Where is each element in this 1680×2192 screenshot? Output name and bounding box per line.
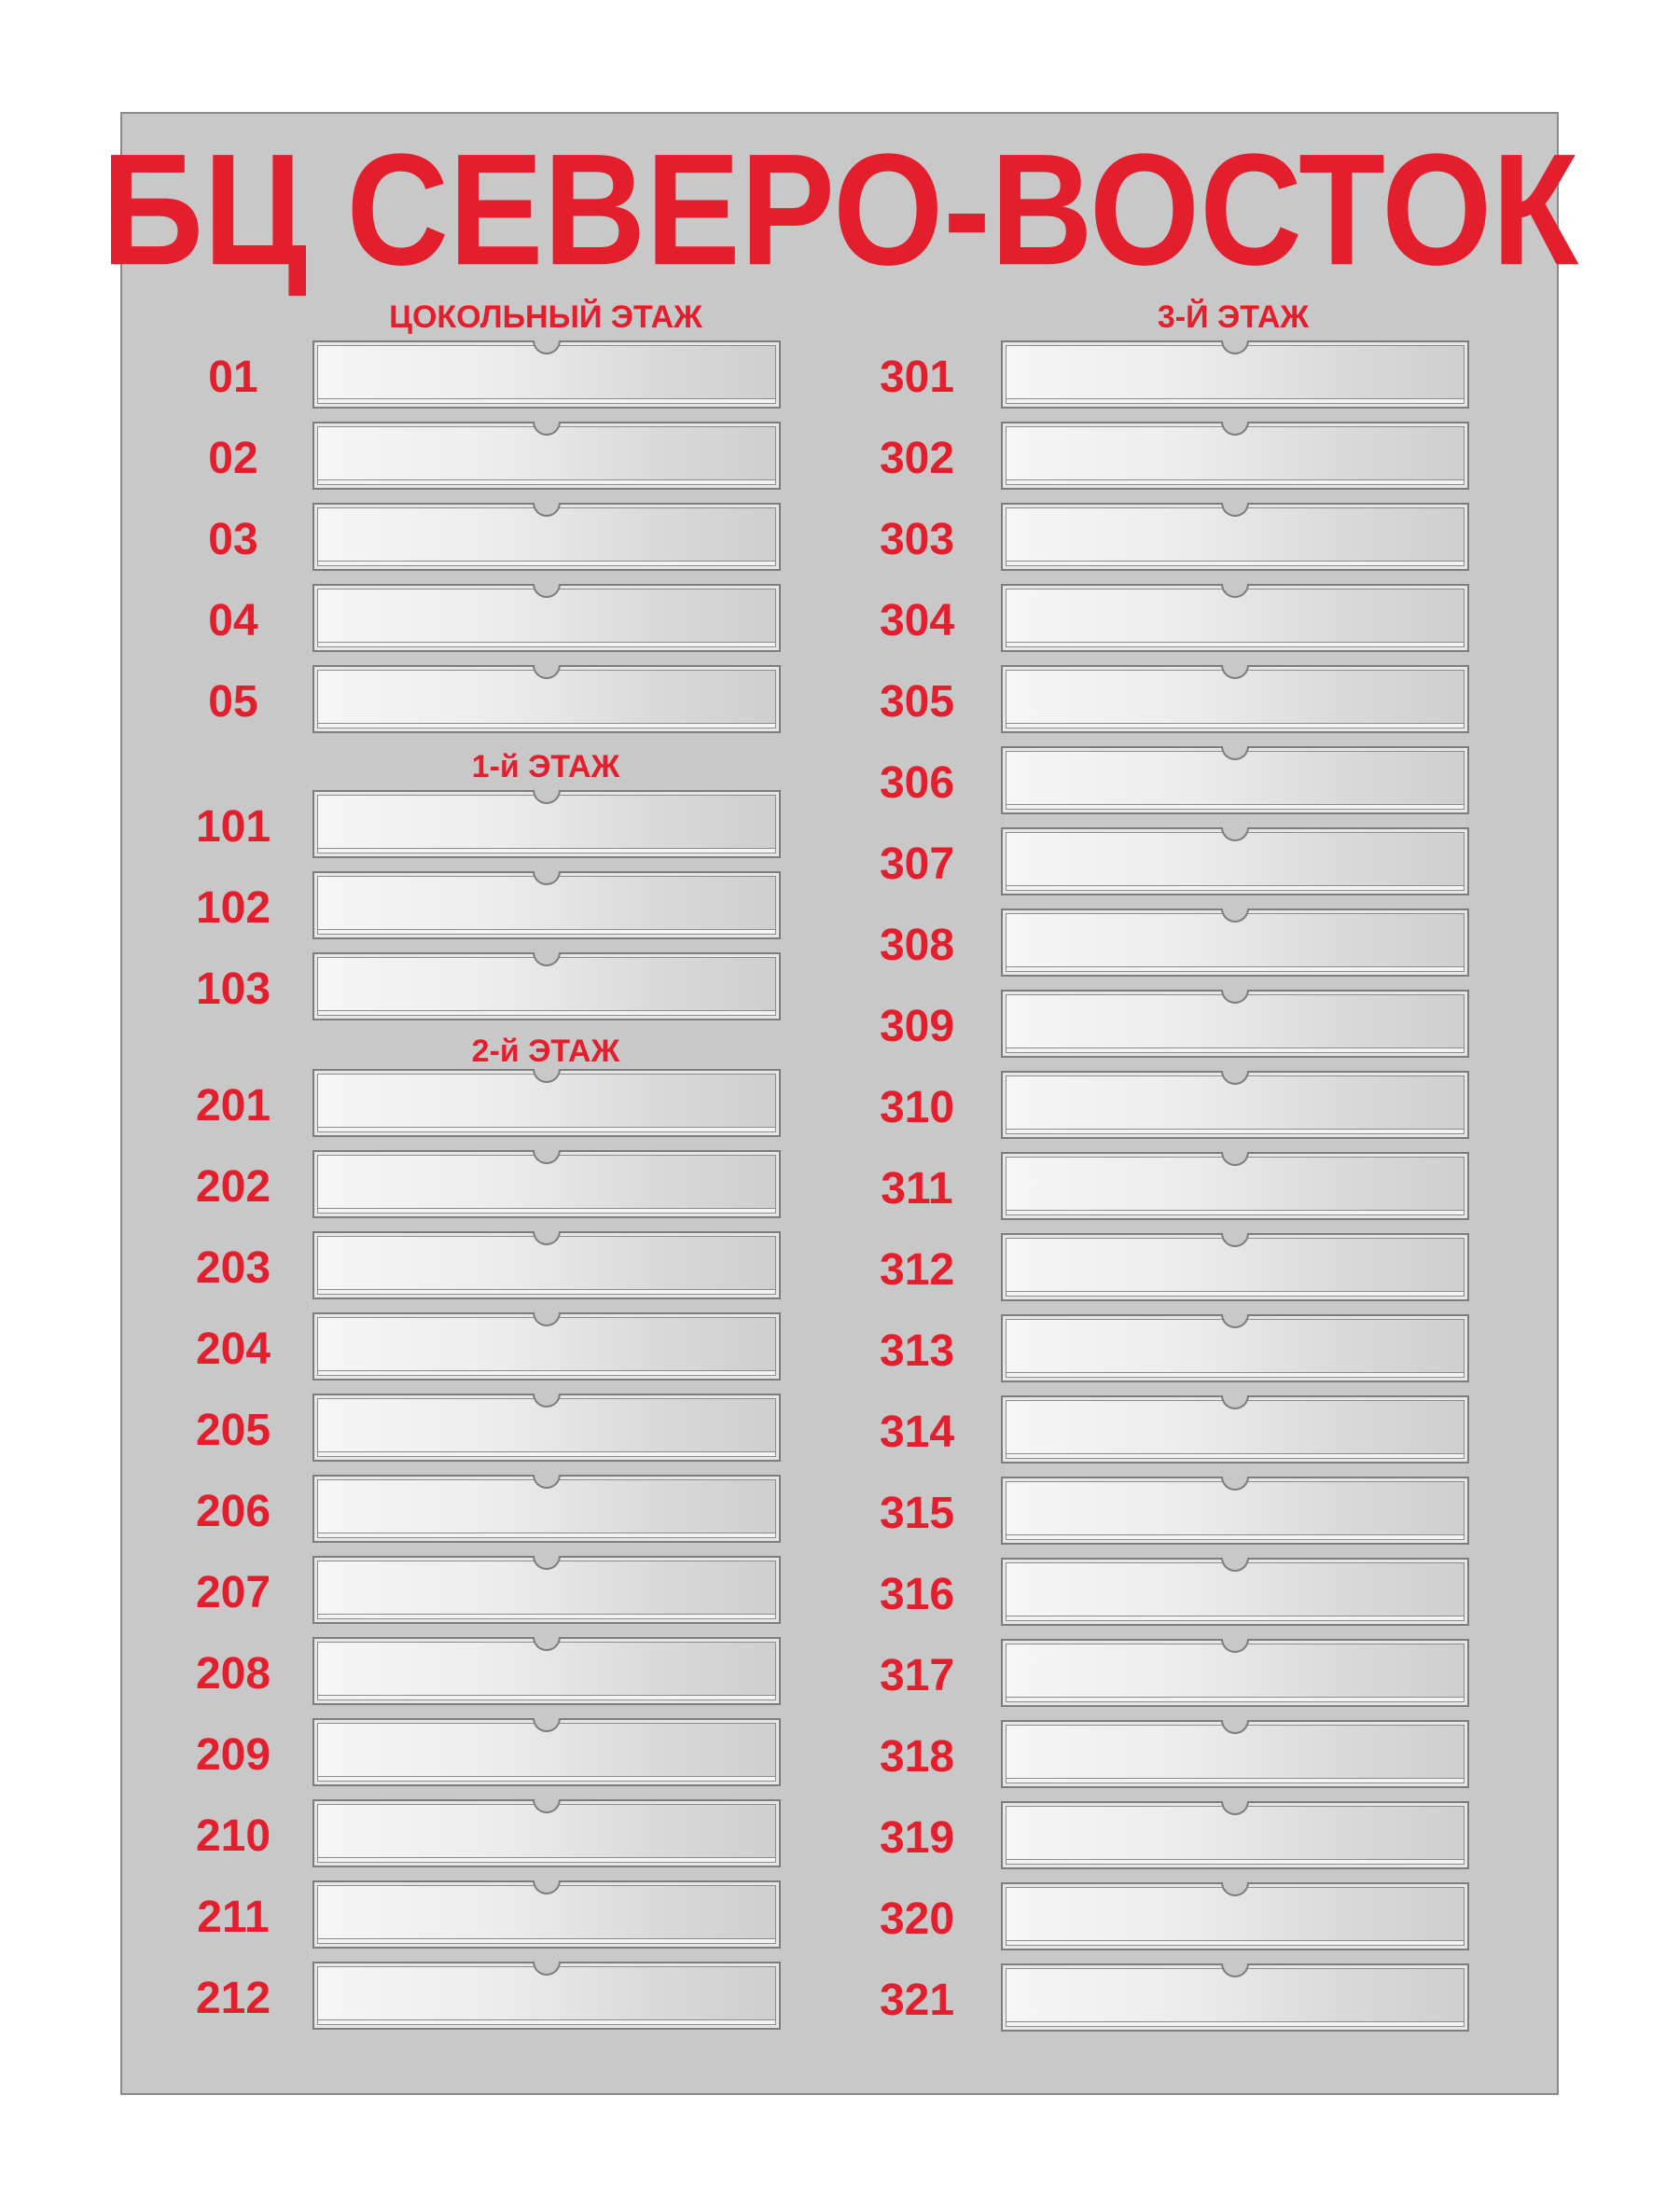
nameplate-slot — [312, 1962, 781, 2030]
room-number: 101 — [195, 802, 271, 852]
room-number: 318 — [879, 1732, 955, 1782]
nameplate-slot — [312, 1150, 781, 1218]
nameplate-slot — [1001, 1963, 1469, 2032]
nameplate-slot — [1001, 1395, 1469, 1464]
nameplate-lip — [317, 399, 776, 404]
nameplate-lip — [317, 1615, 776, 1619]
nameplate-lip — [1006, 1860, 1465, 1865]
room-number: 203 — [195, 1243, 271, 1293]
room-number: 05 — [208, 677, 258, 727]
nameplate-lip — [1006, 805, 1465, 810]
nameplate-lip — [1006, 1698, 1465, 1702]
nameplate-lip — [1006, 480, 1465, 485]
nameplate-lip — [317, 1939, 776, 1944]
room-number: 304 — [879, 596, 955, 645]
nameplate-lip — [1006, 1373, 1465, 1378]
nameplate-slot — [312, 584, 781, 652]
nameplate-slot — [312, 1799, 781, 1867]
room-number: 205 — [195, 1406, 271, 1455]
nameplate-lip — [317, 1209, 776, 1214]
nameplate-lip — [317, 1533, 776, 1538]
nameplate-lip — [317, 1696, 776, 1700]
nameplate-slot — [312, 871, 781, 939]
room-number: 307 — [879, 839, 955, 889]
nameplate-lip — [1006, 886, 1465, 891]
nameplate-slot — [312, 340, 781, 409]
nameplate-slot — [312, 1637, 781, 1705]
room-number: 209 — [195, 1730, 271, 1780]
nameplate-lip — [1006, 1292, 1465, 1297]
nameplate-slot — [312, 790, 781, 858]
nameplate-lip — [1006, 724, 1465, 728]
nameplate-slot — [1001, 1558, 1469, 1626]
room-number: 202 — [195, 1162, 271, 1212]
nameplate-lip — [1006, 967, 1465, 972]
floor-title: 1-й ЭТАЖ — [471, 749, 620, 784]
nameplate-slot — [1001, 665, 1469, 733]
nameplate-slot — [312, 952, 781, 1020]
room-number: 204 — [195, 1325, 271, 1374]
nameplate-lip — [317, 562, 776, 566]
nameplate-lip — [317, 1128, 776, 1132]
nameplate-slot — [312, 422, 781, 490]
nameplate-lip — [1006, 1130, 1465, 1134]
room-number: 210 — [195, 1811, 271, 1861]
nameplate-lip — [1006, 1616, 1465, 1621]
nameplate-slot — [312, 1231, 781, 1299]
room-number: 302 — [879, 434, 955, 483]
nameplate-lip — [1006, 1048, 1465, 1053]
room-number: 305 — [879, 677, 955, 727]
nameplate-lip — [317, 643, 776, 647]
room-number: 309 — [879, 1002, 955, 1051]
nameplate-lip — [317, 2020, 776, 2025]
room-number: 206 — [195, 1487, 271, 1536]
nameplate-slot — [312, 503, 781, 571]
nameplate-lip — [317, 1011, 776, 1016]
nameplate-slot — [1001, 1882, 1469, 1950]
floor-title: 3-Й ЭТАЖ — [1157, 299, 1310, 335]
nameplate-lip — [317, 1371, 776, 1376]
room-number: 208 — [195, 1649, 271, 1699]
nameplate-slot — [312, 665, 781, 733]
nameplate-lip — [317, 849, 776, 853]
nameplate-slot — [1001, 909, 1469, 977]
room-number: 321 — [879, 1976, 955, 2025]
room-number: 317 — [879, 1651, 955, 1700]
nameplate-lip — [317, 724, 776, 728]
room-number: 04 — [208, 596, 258, 645]
room-number: 103 — [195, 964, 271, 1014]
nameplate-lip — [1006, 562, 1465, 566]
nameplate-slot — [1001, 827, 1469, 895]
nameplate-slot — [1001, 422, 1469, 490]
nameplate-slot — [1001, 1152, 1469, 1220]
room-number: 311 — [881, 1164, 953, 1214]
nameplate-slot — [1001, 1801, 1469, 1869]
room-number: 02 — [208, 434, 258, 483]
nameplate-slot — [312, 1069, 781, 1137]
nameplate-slot — [312, 1312, 781, 1380]
nameplate-slot — [1001, 503, 1469, 571]
nameplate-lip — [1006, 1211, 1465, 1215]
nameplate-slot — [312, 1475, 781, 1543]
nameplate-slot — [1001, 340, 1469, 409]
nameplate-lip — [317, 930, 776, 935]
nameplate-lip — [1006, 2022, 1465, 2027]
building-title: БЦ СЕВЕРО-ВОСТОК — [101, 120, 1579, 299]
nameplate-lip — [317, 480, 776, 485]
room-number: 320 — [879, 1894, 955, 1944]
nameplate-lip — [1006, 399, 1465, 404]
room-number: 03 — [208, 515, 258, 564]
nameplate-lip — [1006, 1454, 1465, 1459]
room-number: 310 — [879, 1083, 955, 1132]
room-number: 312 — [879, 1245, 955, 1295]
nameplate-slot — [1001, 1314, 1469, 1382]
nameplate-lip — [1006, 1535, 1465, 1540]
nameplate-slot — [1001, 584, 1469, 652]
nameplate-lip — [1006, 643, 1465, 647]
nameplate-slot — [1001, 990, 1469, 1058]
nameplate-slot — [312, 1394, 781, 1462]
nameplate-slot — [312, 1718, 781, 1786]
nameplate-slot — [1001, 1071, 1469, 1139]
nameplate-lip — [1006, 1779, 1465, 1783]
room-number: 319 — [879, 1813, 955, 1863]
floor-title: 2-й ЭТАЖ — [471, 1034, 620, 1069]
nameplate-slot — [1001, 1720, 1469, 1788]
room-number: 102 — [195, 883, 271, 933]
room-number: 314 — [879, 1408, 955, 1457]
room-number: 201 — [195, 1081, 271, 1131]
room-number: 211 — [197, 1893, 270, 1942]
nameplate-slot — [1001, 1639, 1469, 1707]
room-number: 306 — [879, 758, 955, 808]
room-number: 316 — [879, 1570, 955, 1619]
nameplate-slot — [1001, 746, 1469, 814]
room-number: 313 — [879, 1326, 955, 1376]
nameplate-slot — [312, 1880, 781, 1949]
room-number: 207 — [195, 1568, 271, 1617]
room-number: 01 — [208, 353, 258, 402]
nameplate-slot — [1001, 1233, 1469, 1301]
floor-title: ЦОКОЛЬНЫЙ ЭТАЖ — [389, 299, 702, 335]
nameplate-lip — [317, 1290, 776, 1295]
nameplate-lip — [1006, 1941, 1465, 1946]
nameplate-lip — [317, 1777, 776, 1782]
nameplate-lip — [317, 1858, 776, 1863]
room-number: 303 — [879, 515, 955, 564]
nameplate-slot — [1001, 1477, 1469, 1545]
room-number: 308 — [879, 921, 955, 970]
room-number: 212 — [195, 1974, 271, 2023]
room-number: 315 — [879, 1489, 955, 1538]
nameplate-slot — [312, 1556, 781, 1624]
nameplate-lip — [317, 1452, 776, 1457]
room-number: 301 — [879, 353, 955, 402]
